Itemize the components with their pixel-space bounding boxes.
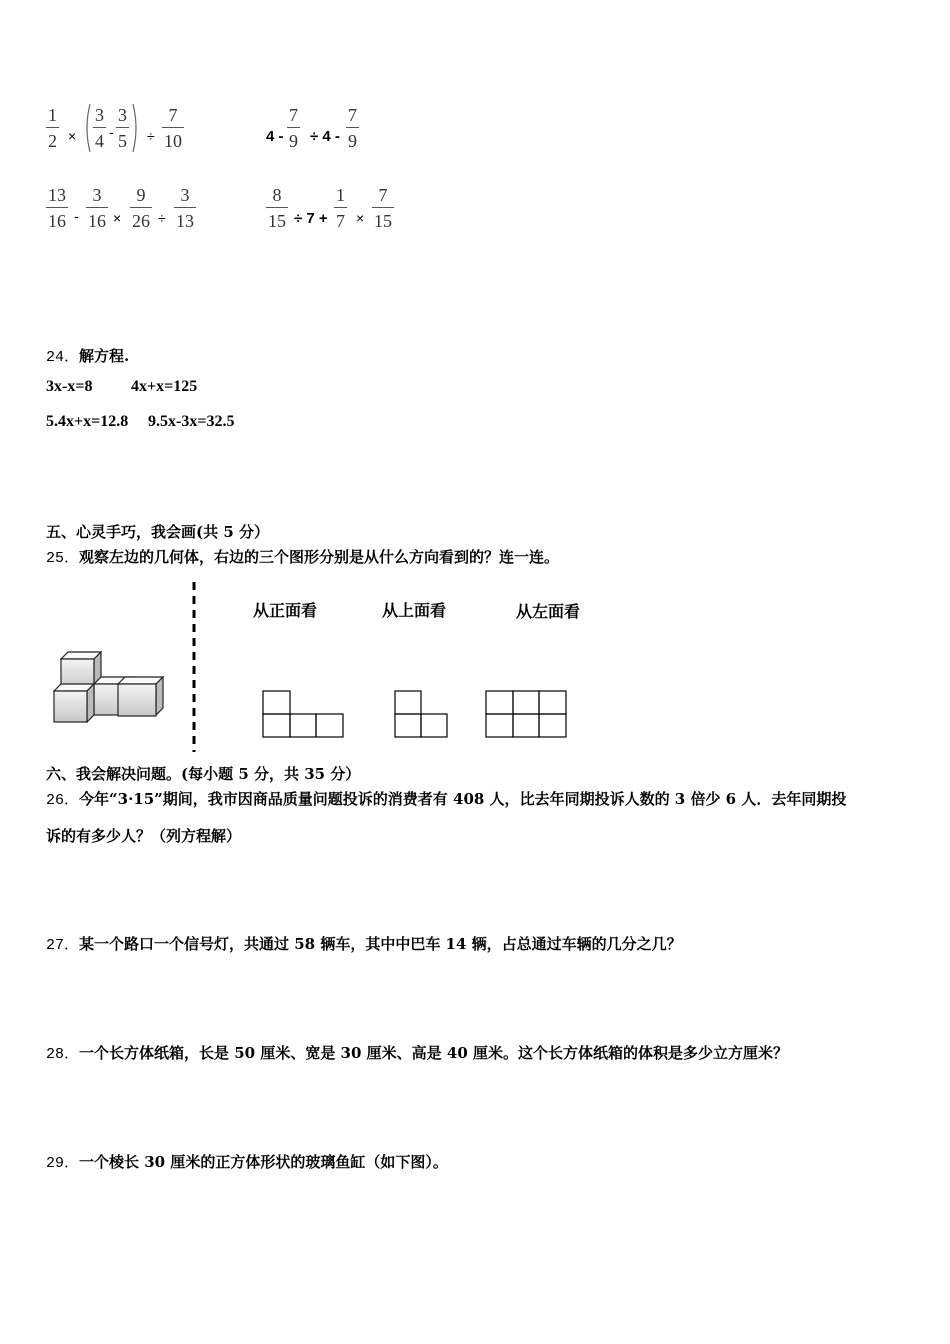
denominator: 7 [336,211,345,231]
denominator: 26 [132,211,150,231]
question-26 [46,788,846,809]
question-number: 27． [46,937,80,954]
question-number: 29． [46,1155,80,1172]
denominator: 9 [289,131,298,151]
divide-operator: ÷ [147,128,155,144]
view-shape-2[interactable] [394,690,450,740]
numerator: 3 [95,105,104,125]
left-paren-icon [82,102,92,154]
times-operator: × [356,210,365,226]
cube-solid-figure [46,645,171,723]
question-text: 一个棱长 30 厘米的正方体形状的玻璃鱼缸（如下图）。 [79,1153,448,1171]
numerator: 7 [289,105,298,125]
question-number: 25． [46,550,80,567]
numerator: 9 [136,185,146,205]
question-text: 今年“3·15”期间，我市因商品质量问题投诉的消费者有 408 人，比去年同期投诉人数的 3 倍少 6 人．去年同期投 [79,790,847,808]
fraction [46,186,68,230]
equation-1: 3x-x=8 [46,378,93,395]
numerator: 13 [48,185,66,205]
question-text: 解方程. [79,347,130,365]
fraction [86,186,108,230]
fraction [372,186,394,230]
denominator: 2 [48,131,57,151]
view-label-top: 从上面看 [382,601,447,620]
question-29 [46,1151,448,1172]
denominator: 15 [268,211,286,231]
question-24 [46,345,129,366]
denominator: 9 [348,131,357,151]
fraction [287,106,300,150]
fraction [93,106,106,150]
denominator: 13 [176,211,194,231]
denominator: 16 [48,211,66,231]
view-label-front: 从正面看 [253,601,318,620]
view-shape-3[interactable] [485,690,569,740]
numerator: 7 [168,105,178,125]
times-operator: × [68,128,77,144]
denominator: 4 [95,131,104,151]
numerator: 3 [118,105,127,125]
fraction [162,106,184,150]
numerator: 7 [378,185,388,205]
numerator: 7 [348,105,357,125]
question-26-line-2: 诉的有多少人？（列方程解） [46,827,242,845]
question-text: 观察左边的几何体，右边的三个图形分别是从什么方向看到的？连一连。 [79,548,560,566]
operator-text: ÷ 4 - [310,128,340,145]
fraction [174,186,196,230]
equation-4: 9.5x-3x=32.5 [148,413,235,430]
denominator: 10 [164,131,182,151]
section-6-heading: 六、我会解决问题。(每小题 5 分，共 35 分） [46,765,361,783]
denominator: 15 [374,211,392,231]
minus-operator: - [109,124,114,140]
question-text: 一个长方体纸箱，长是 50 厘米、宽是 30 厘米、高是 40 厘米。这个长方体纸箱的体积是多少立方厘米？ [79,1044,788,1062]
dashed-separator [190,582,198,752]
operator-text: ÷ 7 + [294,210,328,227]
numerator: 1 [48,105,57,125]
minus-operator: - [74,208,79,224]
numerator: 3 [92,185,102,205]
question-25 [46,546,559,567]
divide-operator: ÷ [158,210,166,226]
right-paren-icon [131,102,141,154]
fraction [346,106,359,150]
denominator: 5 [118,131,127,151]
question-28 [46,1042,788,1063]
equation-3: 5.4x+x=12.8 [46,413,129,430]
view-shape-1[interactable] [262,690,346,740]
section-5-heading: 五、心灵手巧，我会画(共 5 分） [46,523,269,541]
fraction [46,106,59,150]
question-number: 26． [46,792,80,809]
question-number: 28． [46,1046,80,1063]
fraction [266,186,288,230]
numerator: 3 [180,185,190,205]
view-label-left: 从左面看 [516,602,581,621]
operator-text: 4 - [266,128,284,145]
numerator: 8 [272,185,282,205]
fraction [130,186,152,230]
fraction [334,186,347,230]
fraction [116,106,129,150]
question-number: 24． [46,349,80,366]
denominator: 16 [88,211,106,231]
times-operator: × [113,210,122,226]
numerator: 1 [336,185,345,205]
question-27 [46,933,682,954]
question-text: 某一个路口一个信号灯，共通过 58 辆车，其中中巴车 14 辆，占总通过车辆的几分之几？ [79,935,682,953]
equation-2: 4x+x=125 [131,378,198,395]
